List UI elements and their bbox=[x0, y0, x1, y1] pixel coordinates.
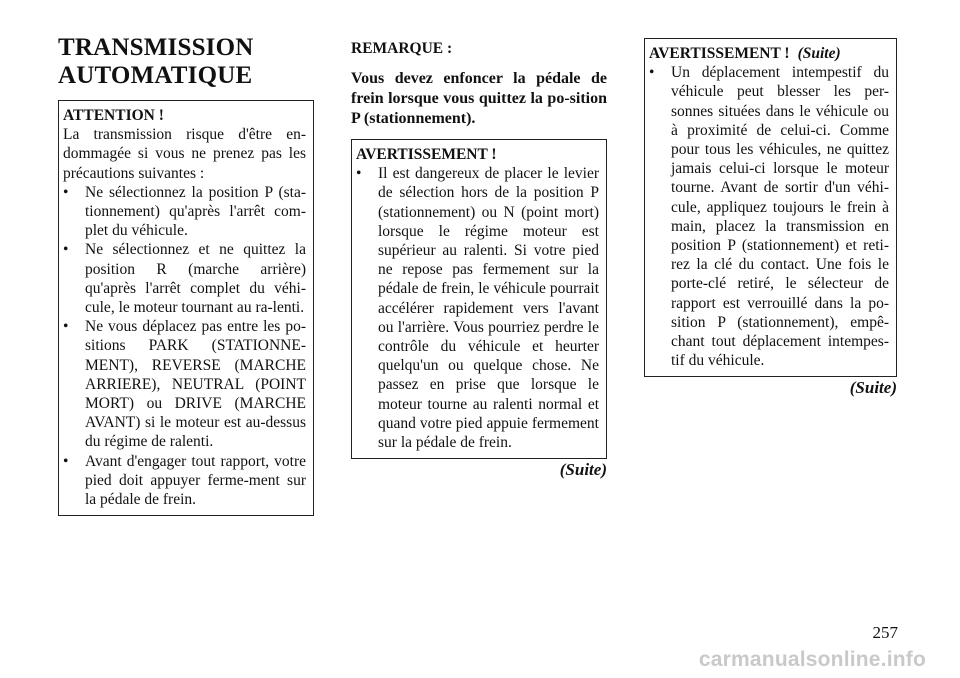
avertissement-continued-list bbox=[649, 63, 889, 370]
list-item: • Ne sélectionnez et ne quittez la position R (marche arrière) qu'après l'arrêt complet du véhi-cule, le moteur tournant au ra-lenti. bbox=[63, 240, 306, 317]
avertissement-continued-box bbox=[644, 38, 897, 377]
avertissement-title: AVERTISSEMENT ! bbox=[356, 146, 497, 163]
continued-label: (Suite) bbox=[559, 460, 607, 480]
remarque-text: Vous devez enfoncer la pédale de frein lorsque vous quittez la po-sition P (stationnement). bbox=[351, 70, 607, 127]
avertissement-list bbox=[356, 164, 599, 452]
list-item: • Avant d'engager tout rapport, votre pied doit appuyer ferme-ment sur la pédale de frein. bbox=[63, 452, 306, 510]
attention-title: ATTENTION ! bbox=[63, 107, 164, 124]
section-heading bbox=[58, 34, 314, 90]
column-middle bbox=[351, 34, 607, 480]
avertissement-box bbox=[351, 139, 607, 459]
avertissement-title-text: AVERTISSEMENT ! bbox=[649, 45, 790, 62]
heading-line-2: AUTOMATIQUE bbox=[58, 62, 253, 89]
attention-box bbox=[58, 100, 314, 516]
watermark: carmanualsonline.info bbox=[698, 648, 926, 671]
attention-intro: La transmission risque d'être en-dommagée si vous ne prenez pas les précautions suivantes : bbox=[63, 126, 306, 182]
list-item: • Ne sélectionnez la position P (sta-tionnement) qu'après l'arrêt com-plet du véhicule. bbox=[63, 183, 306, 241]
avertissement-continued-title bbox=[649, 44, 889, 63]
list-item: • Ne vous déplacez pas entre les po-sitions PARK (STATIONNE-MENT), REVERSE (MARCHE ARRIERE), NEUTRAL (POINT MORT) ou DRIVE (MARCHE AVANT) si le moteur est au-dessus du régime de ralenti. bbox=[63, 317, 306, 451]
list-item: • Il est dangereux de placer le levier de sélection hors de la position P (stationnement) ou N (point mort) lorsque le régime moteur est supérieur au ralenti. Si votre pied ne repose pas fermement sur la pédale de frein, le véhicule pourrait accélérer rapidement vers l'avant ou l'arrière. Vous pourriez perdre le contrôle du véhicule et heurter quelqu'un ou quelque chose. Ne passez en prise que lorsque le moteur tourne au ralenti normal et quand votre pied appuie fermement sur la pédale de frein. bbox=[356, 164, 599, 452]
column-right bbox=[644, 38, 897, 398]
attention-list bbox=[63, 183, 306, 509]
column-left bbox=[58, 34, 314, 516]
continued-label: (Suite) bbox=[849, 378, 897, 398]
remarque-title: REMARQUE : bbox=[351, 40, 453, 57]
page-number: 257 bbox=[872, 623, 898, 642]
heading-line-1: TRANSMISSION bbox=[58, 34, 254, 61]
title-suffix: (Suite) bbox=[797, 45, 841, 62]
list-item: • Un déplacement intempestif du véhicule peut blesser les per-sonnes situées dans le véhicule ou à proximité de celui-ci. Comme pour tous les véhicules, ne quittez jamais celui-ci lorsque le moteur tourne. Avant de sortir d'un véhi-cule, appliquez toujours le frein à main, placez la transmission en position P (stationnement) et reti-rez la clé du contact. Une fois le porte-clé retiré, le sélecteur de rapport est verrouillé dans la po-sition P (stationnement), empê-chant tout déplacement intempes-tif du véhicule. bbox=[649, 63, 889, 370]
